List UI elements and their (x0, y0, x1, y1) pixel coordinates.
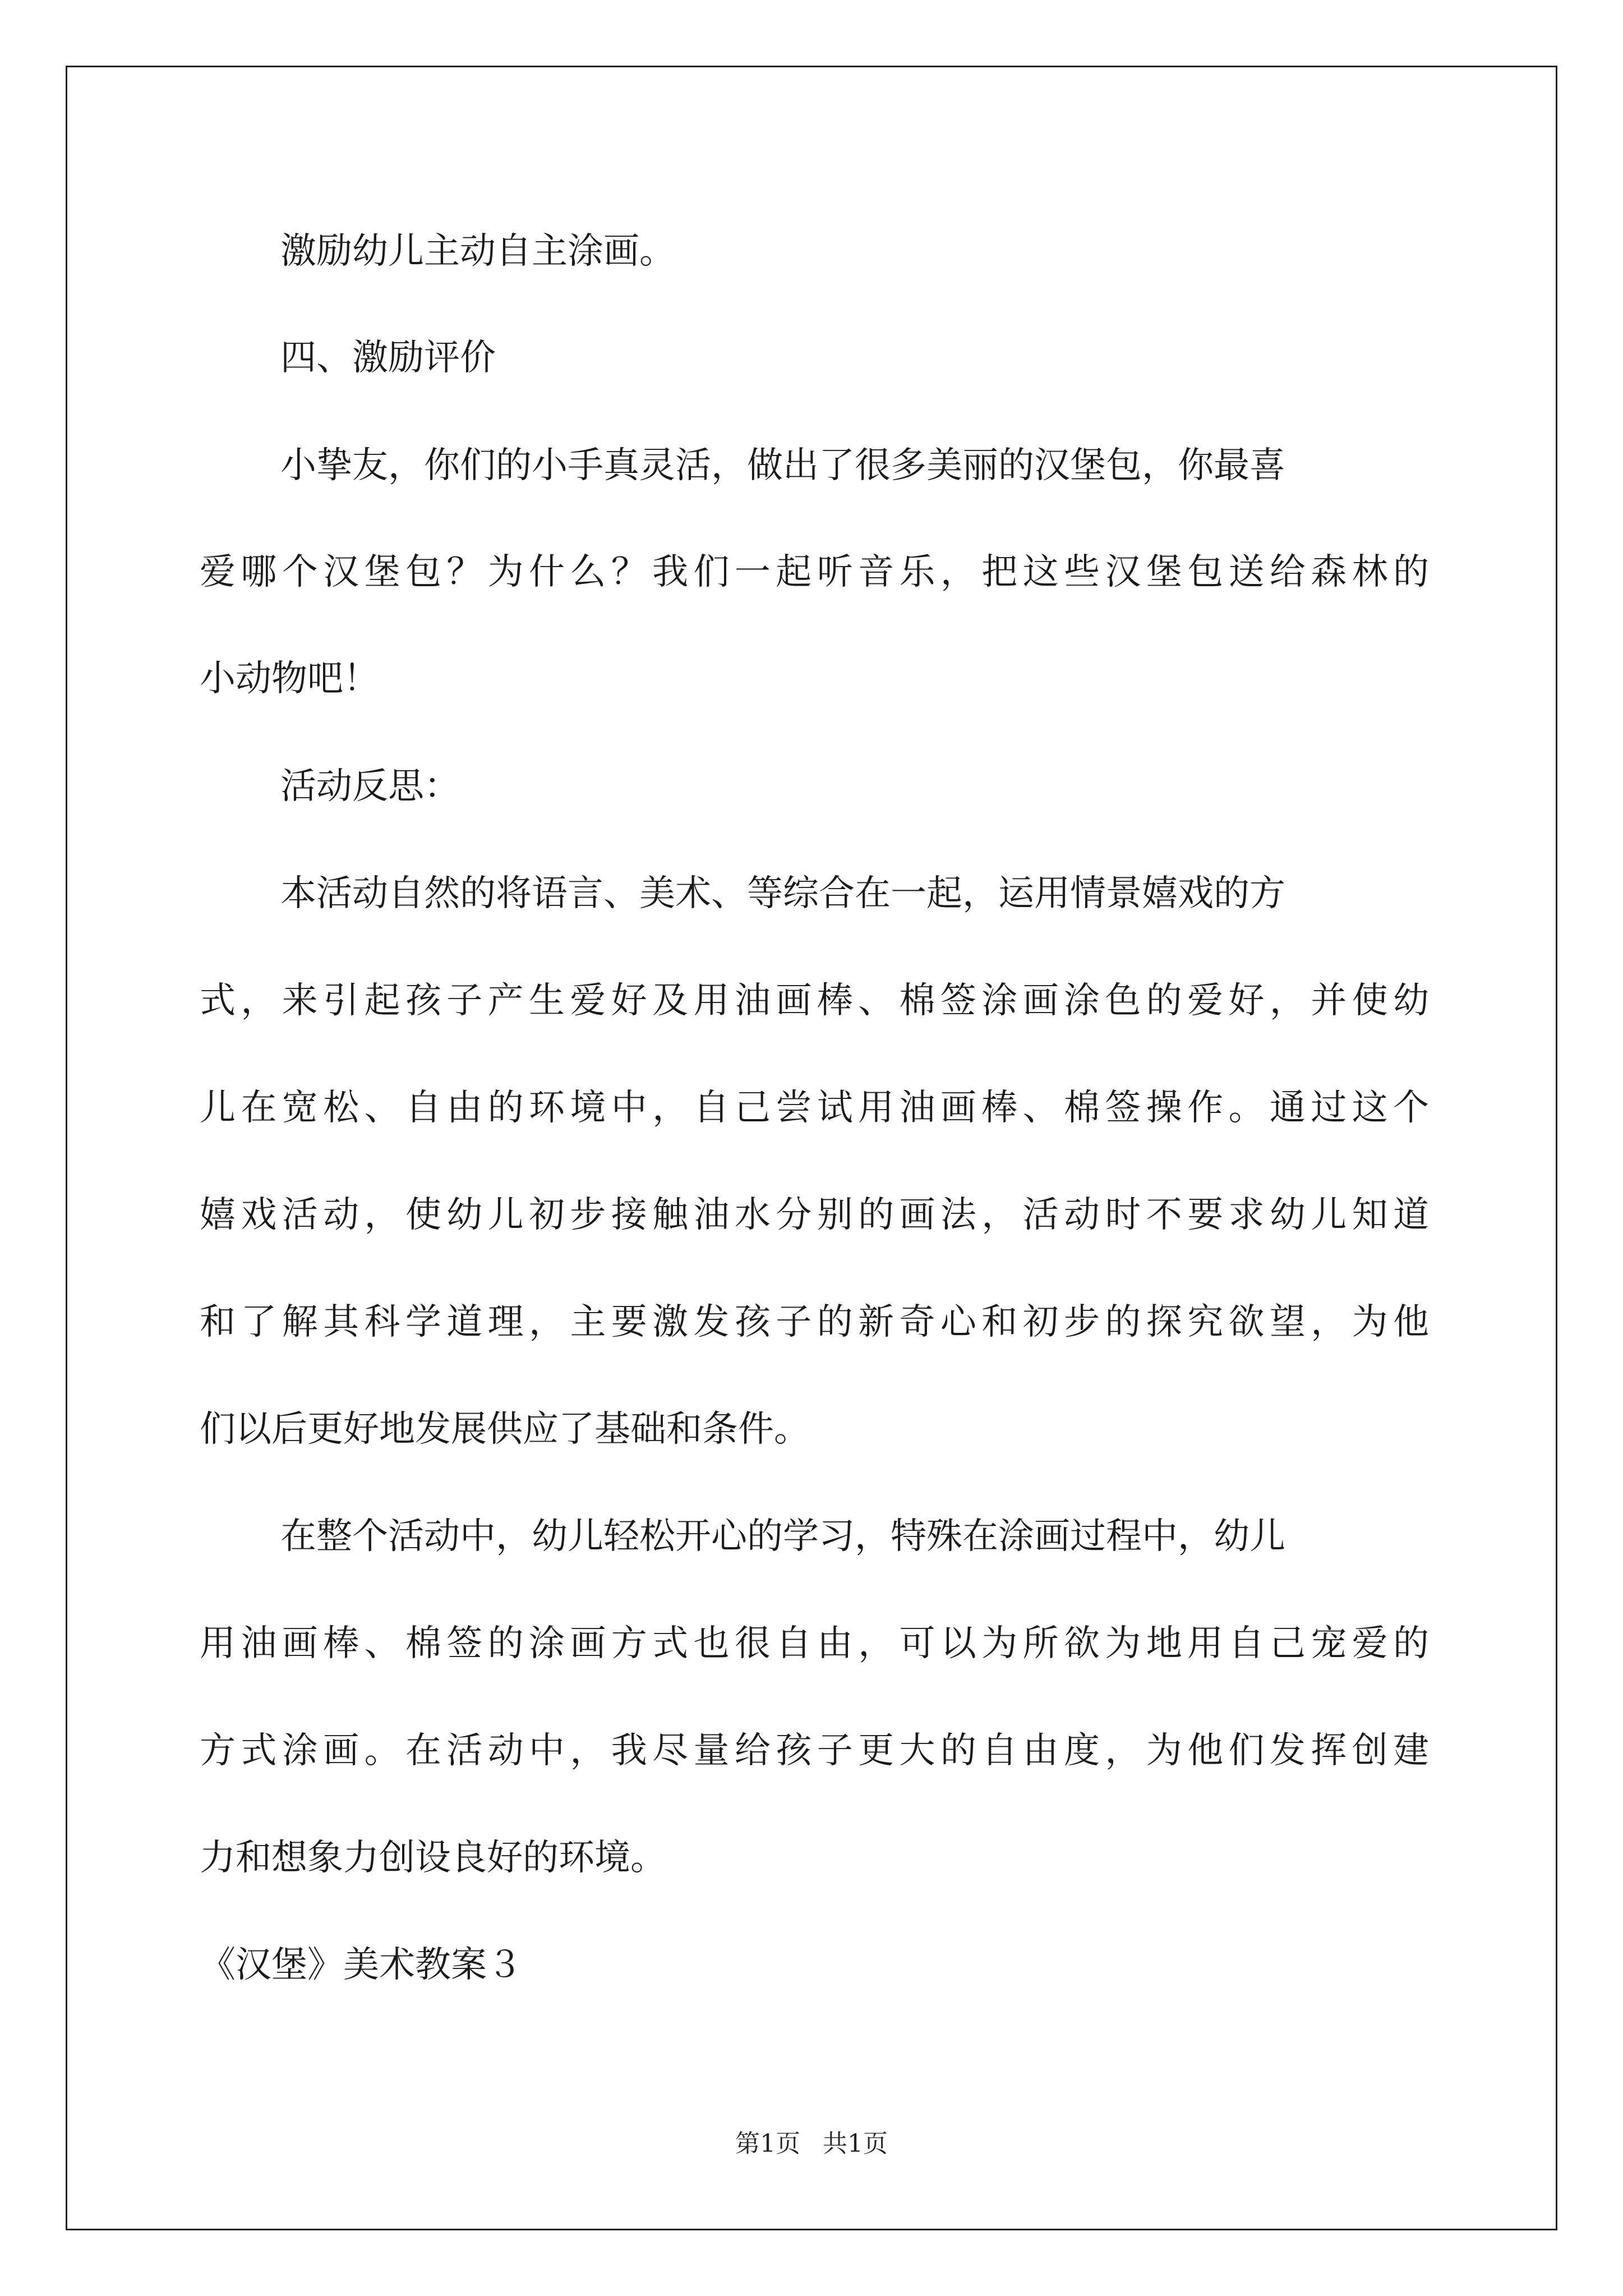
paragraph-line: 本活动自然的将语言、美术、等综合在一起，运用情景嬉戏的方 (280, 873, 1285, 914)
paragraph-line: 方式涂画。在活动中，我尽量给孩子更大的自由度，为他们发挥创建 (200, 1730, 1429, 1772)
paragraph-line: 用油画棒、棉签的涂画方式也很自由，可以为所欲为地用自己宠爱的 (200, 1623, 1429, 1664)
paragraph-line: 力和想象力创设良好的环境。 (200, 1837, 666, 1879)
section-heading: 四、激励评价 (280, 337, 496, 379)
paragraph-line: 在整个活动中，幼儿轻松开心的学习，特殊在涂画过程中，幼儿 (280, 1516, 1285, 1557)
section-heading: 活动反思： (280, 766, 460, 807)
paragraph-line: 小动物吧！ (200, 658, 379, 700)
page-border (66, 66, 1557, 2230)
page-footer (0, 2128, 1623, 2160)
paragraph-line: 们以后更好地发展供应了基础和条件。 (200, 1409, 810, 1450)
paragraph-line: 和了解其科学道理，主要激发孩子的新奇心和初步的探究欲望，为他 (200, 1301, 1429, 1343)
paragraph-line: 式，来引起孩子产生爱好及用油画棒、棉签涂画涂色的爱好，并使幼 (200, 980, 1429, 1022)
paragraph-line: 儿在宽松、自由的环境中，自己尝试用油画棒、棉签操作。通过这个 (200, 1087, 1429, 1129)
paragraph-line: 激励幼儿主动自主涂画。 (280, 231, 675, 272)
paragraph-line: 小挚友，你们的小手真灵活，做出了很多美丽的汉堡包，你最喜 (280, 445, 1285, 486)
paragraph-line: 嬉戏活动，使幼儿初步接触油水分别的画法，活动时不要求幼儿知道 (200, 1194, 1429, 1236)
paragraph-line: 爱哪个汉堡包？为什么？我们一起听音乐，把这些汉堡包送给森林的 (200, 551, 1429, 593)
document-title: 《汉堡》美术教案３ (200, 1944, 523, 1986)
page-total: 共1页 (823, 2129, 888, 2158)
page-number: 第1页 (735, 2129, 800, 2158)
